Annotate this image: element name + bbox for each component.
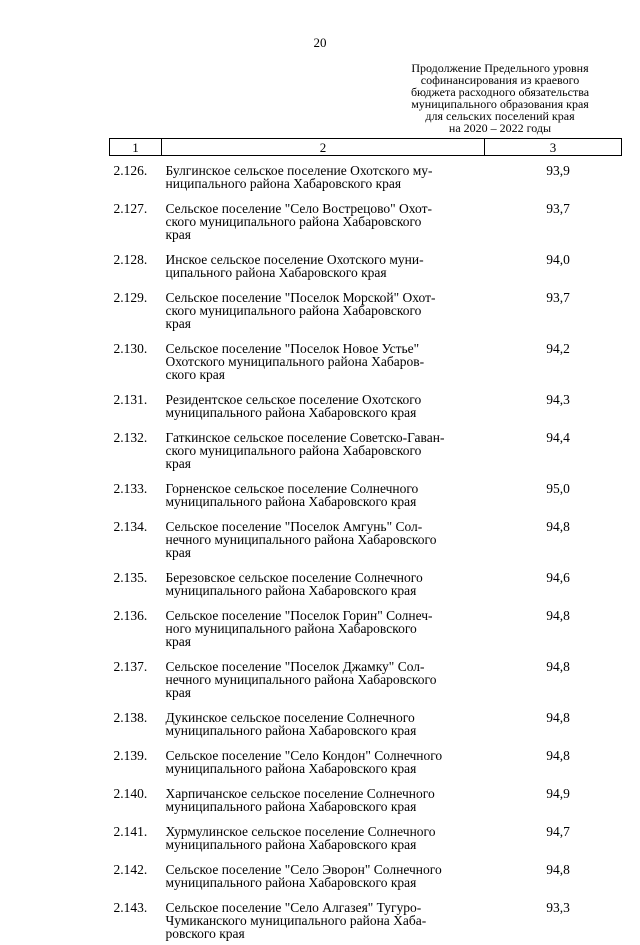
settlement-name-line: края [166, 686, 481, 699]
row-number: 2.129. [110, 284, 162, 335]
settlement-name-line: муниципального района Хабаровского края [166, 876, 481, 889]
settlement-name [162, 564, 485, 602]
cofinancing-level: 94,2 [485, 335, 622, 386]
settlement-name-line: ниципального района Хабаровского края [166, 177, 481, 190]
row-number: 2.139. [110, 742, 162, 780]
table-row [110, 424, 622, 475]
row-number: 2.127. [110, 195, 162, 246]
caption-line: Продолжение Предельного уровня [395, 62, 605, 74]
settlement-name [162, 424, 485, 475]
settlement-name [162, 653, 485, 704]
table-row [110, 704, 622, 742]
table-row [110, 602, 622, 653]
settlement-name-line: края [166, 228, 481, 241]
row-number: 2.143. [110, 894, 162, 945]
row-number: 2.142. [110, 856, 162, 894]
settlement-name-line: Березовское сельское поселение Солнечного [166, 571, 481, 584]
table-row [110, 653, 622, 704]
table-header-row [110, 139, 622, 156]
table-body [110, 156, 622, 945]
settlement-name [162, 602, 485, 653]
row-number: 2.137. [110, 653, 162, 704]
settlement-name [162, 742, 485, 780]
settlement-name-line: Харпичанское сельское поселение Солнечного [166, 787, 481, 800]
table-row [110, 284, 622, 335]
settlement-name-line: Инское сельское поселение Охотского муни- [166, 253, 481, 266]
row-number: 2.126. [110, 156, 162, 196]
table-row [110, 386, 622, 424]
settlement-name-line: Чумиканского муниципального района Хаба- [166, 914, 481, 927]
settlement-name [162, 335, 485, 386]
cofinancing-level: 94,8 [485, 602, 622, 653]
settlement-name-line: края [166, 457, 481, 470]
table-row [110, 564, 622, 602]
caption-line: на 2020 – 2022 годы [395, 122, 605, 134]
settlement-name-line: Сельское поселение "Поселок Джамку" Сол- [166, 660, 481, 673]
row-number: 2.140. [110, 780, 162, 818]
table-row [110, 246, 622, 284]
settlement-name [162, 856, 485, 894]
caption-line: бюджета расходного обязательства [395, 86, 605, 98]
header-col-2: 2 [162, 139, 485, 156]
table-row [110, 780, 622, 818]
settlement-name [162, 513, 485, 564]
table-row [110, 475, 622, 513]
row-number: 2.141. [110, 818, 162, 856]
settlement-name-line: Сельское поселение "Поселок Амгунь" Сол- [166, 520, 481, 533]
table-row [110, 195, 622, 246]
header-col-3: 3 [485, 139, 622, 156]
cofinancing-level: 93,3 [485, 894, 622, 945]
table-row [110, 818, 622, 856]
settlement-name-line: нечного муниципального района Хабаровского [166, 673, 481, 686]
cofinancing-level: 94,6 [485, 564, 622, 602]
settlement-name-line: ного муниципального района Хабаровского [166, 622, 481, 635]
caption-line: софинансирования из краевого [395, 74, 605, 86]
settlement-name-line: ского муниципального района Хабаровского [166, 304, 481, 317]
cofinancing-level: 94,8 [485, 704, 622, 742]
settlement-name [162, 818, 485, 856]
settlement-name [162, 284, 485, 335]
settlement-name-line: муниципального района Хабаровского края [166, 406, 481, 419]
row-number: 2.134. [110, 513, 162, 564]
cofinancing-level: 95,0 [485, 475, 622, 513]
cofinancing-level: 94,7 [485, 818, 622, 856]
cofinancing-level: 94,0 [485, 246, 622, 284]
settlement-name-line: Хурмулинское сельское поселение Солнечного [166, 825, 481, 838]
table-row [110, 335, 622, 386]
row-number: 2.128. [110, 246, 162, 284]
table-row [110, 856, 622, 894]
settlement-name-line: ровского края [166, 927, 481, 940]
settlement-name [162, 704, 485, 742]
row-number: 2.135. [110, 564, 162, 602]
settlement-name-line: муниципального района Хабаровского края [166, 495, 481, 508]
cofinancing-level: 94,4 [485, 424, 622, 475]
caption-line: муниципального образования края [395, 98, 605, 110]
row-number: 2.136. [110, 602, 162, 653]
row-number: 2.132. [110, 424, 162, 475]
cofinancing-level: 93,7 [485, 195, 622, 246]
settlement-name [162, 894, 485, 945]
settlement-name-line: ского муниципального района Хабаровского [166, 215, 481, 228]
settlement-name-line: ского муниципального района Хабаровского [166, 444, 481, 457]
settlement-name-line: муниципального района Хабаровского края [166, 800, 481, 813]
settlement-name-line: ципального района Хабаровского края [166, 266, 481, 279]
settlement-name-line: нечного муниципального района Хабаровского [166, 533, 481, 546]
settlement-name-line: Булгинское сельское поселение Охотского му- [166, 164, 481, 177]
settlement-name [162, 386, 485, 424]
settlement-name-line: Сельское поселение "Поселок Горин" Солнеч- [166, 609, 481, 622]
settlement-name-line: Сельское поселение "Поселок Новое Устье" [166, 342, 481, 355]
settlement-name [162, 246, 485, 284]
settlement-name-line: Охотского муниципального района Хабаров- [166, 355, 481, 368]
settlement-name-line: Сельское поселение "Село Вострецово" Охот- [166, 202, 481, 215]
settlement-name-line: края [166, 635, 481, 648]
settlement-name-line: края [166, 546, 481, 559]
cofinancing-level: 94,8 [485, 856, 622, 894]
row-number: 2.131. [110, 386, 162, 424]
settlement-name-line: муниципального района Хабаровского края [166, 838, 481, 851]
settlement-name-line: муниципального района Хабаровского края [166, 762, 481, 775]
table-row [110, 513, 622, 564]
table-row [110, 156, 622, 196]
settlement-name-line: Гаткинское сельское поселение Советско-Гаван- [166, 431, 481, 444]
cofinancing-level: 93,9 [485, 156, 622, 196]
table-caption [395, 62, 605, 134]
cofinancing-level: 93,7 [485, 284, 622, 335]
settlement-name [162, 156, 485, 196]
table-row [110, 894, 622, 945]
settlement-name-line: Горненское сельское поселение Солнечного [166, 482, 481, 495]
settlement-name [162, 195, 485, 246]
row-number: 2.133. [110, 475, 162, 513]
settlement-name-line: ского края [166, 368, 481, 381]
settlement-name-line: муниципального района Хабаровского края [166, 724, 481, 737]
cofinancing-level: 94,3 [485, 386, 622, 424]
settlement-name-line: Сельское поселение "Село Алгазея" Тугуро- [166, 901, 481, 914]
settlement-name-line: Дукинское сельское поселение Солнечного [166, 711, 481, 724]
settlement-name-line: муниципального района Хабаровского края [166, 584, 481, 597]
settlement-name [162, 780, 485, 818]
settlement-name-line: края [166, 317, 481, 330]
cofinancing-level: 94,8 [485, 742, 622, 780]
caption-line: для сельских поселений края [395, 110, 605, 122]
settlement-name-line: Сельское поселение "Поселок Морской" Охот- [166, 291, 481, 304]
settlement-name-line: Сельское поселение "Село Эворон" Солнечного [166, 863, 481, 876]
cofinancing-level: 94,8 [485, 513, 622, 564]
settlement-name [162, 475, 485, 513]
table-row [110, 742, 622, 780]
settlement-name-line: Резидентское сельское поселение Охотского [166, 393, 481, 406]
cofinancing-level: 94,8 [485, 653, 622, 704]
data-table [109, 138, 622, 945]
cofinancing-level: 94,9 [485, 780, 622, 818]
page-number: 20 [0, 35, 640, 51]
row-number: 2.130. [110, 335, 162, 386]
settlement-name-line: Сельское поселение "Село Кондон" Солнечного [166, 749, 481, 762]
header-col-1: 1 [110, 139, 162, 156]
row-number: 2.138. [110, 704, 162, 742]
